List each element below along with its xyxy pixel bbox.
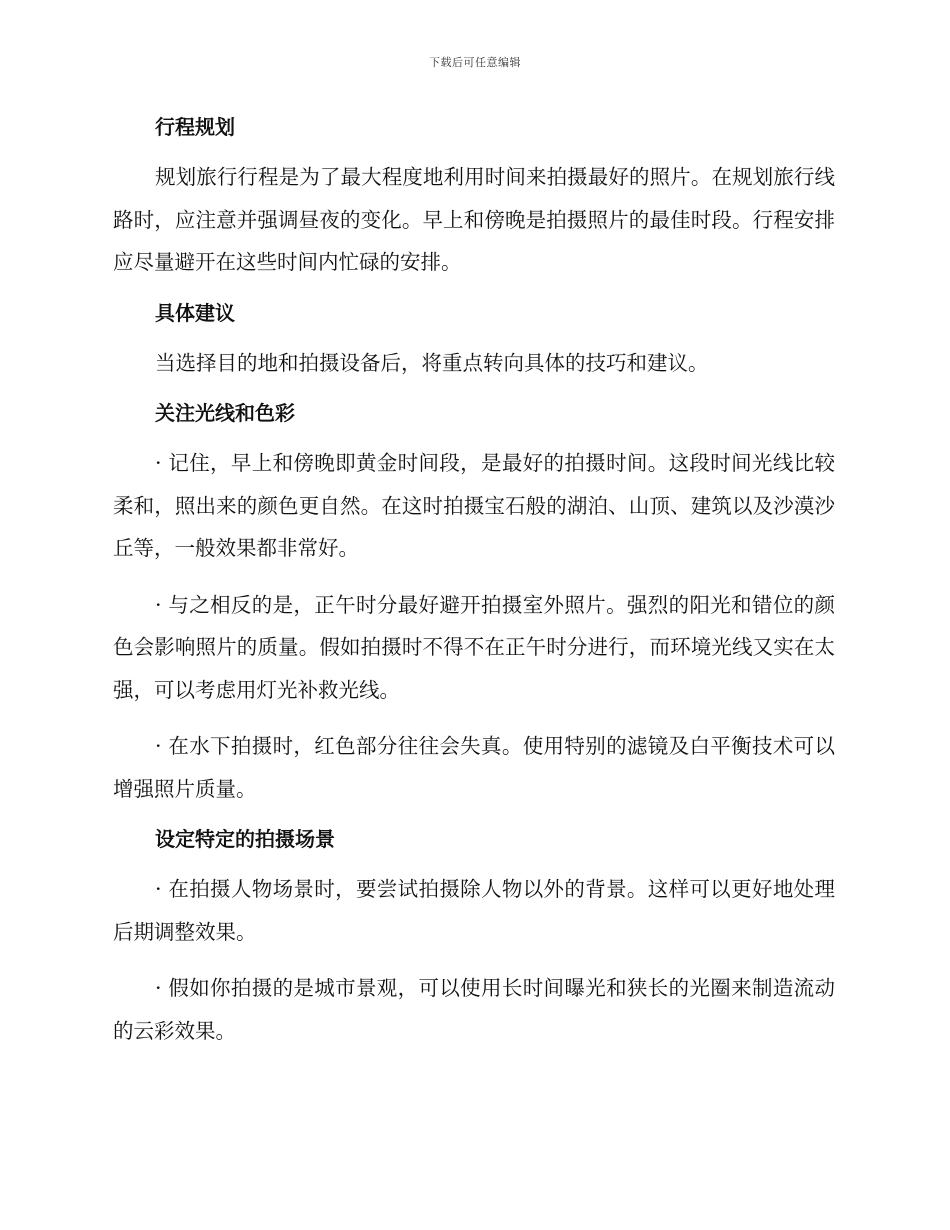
page-header-note: 下载后可任意编辑: [429, 56, 521, 69]
section-heading: 具体建议: [155, 300, 235, 325]
paragraph: 当选择目的地和拍摄设备后，将重点转向具体的技巧和建议。: [155, 350, 709, 375]
section-specific-scenes: [113, 824, 835, 1052]
bullet-paragraph: · 记住，早上和傍晚即黄金时间段，是最好的拍摄时间。这段时间光线比较柔和，照出来的颜色更自然。在这时拍摄宝石般的湖泊、山顶、建筑以及沙漠沙丘等，一般效果都非常好。: [113, 451, 835, 560]
bullet-paragraph: · 与之相反的是，正午时分最好避开拍摄室外照片。强烈的阳光和错位的颜色会影响照片的质量。假如拍摄时不得不在正午时分进行，而环境光线又实在太强，可以考虑用灯光补救光线。: [113, 592, 835, 702]
section-heading: 行程规划: [155, 115, 235, 139]
section-light-and-color: [113, 398, 835, 810]
bullet-paragraph: · 在水下拍摄时，红色部分往往会失真。使用特别的滤镜及白平衡技术可以增强照片质量。: [113, 734, 835, 801]
bullet-paragraph: · 在拍摄人物场景时，要尝试拍摄除人物以外的背景。这样可以更好地处理后期调整效果。: [113, 877, 835, 944]
section-heading: 关注光线和色彩: [155, 401, 295, 425]
section-specific-advice: [113, 298, 835, 385]
document-body: [113, 112, 835, 1066]
section-heading: 设定特定的拍摄场景: [155, 827, 335, 851]
paragraph: 规划旅行行程是为了最大程度地利用时间来拍摄最好的照片。在规划旅行线路时，应注意并强调昼夜的变化。早上和傍晚是拍摄照片的最佳时段。行程安排应尽量避开在这些时间内忙碌的安排。: [113, 165, 835, 274]
bullet-paragraph: · 假如你拍摄的是城市景观，可以使用长时间曝光和狭长的光圈来制造流动的云彩效果。: [113, 976, 835, 1043]
section-itinerary-planning: [113, 112, 835, 284]
